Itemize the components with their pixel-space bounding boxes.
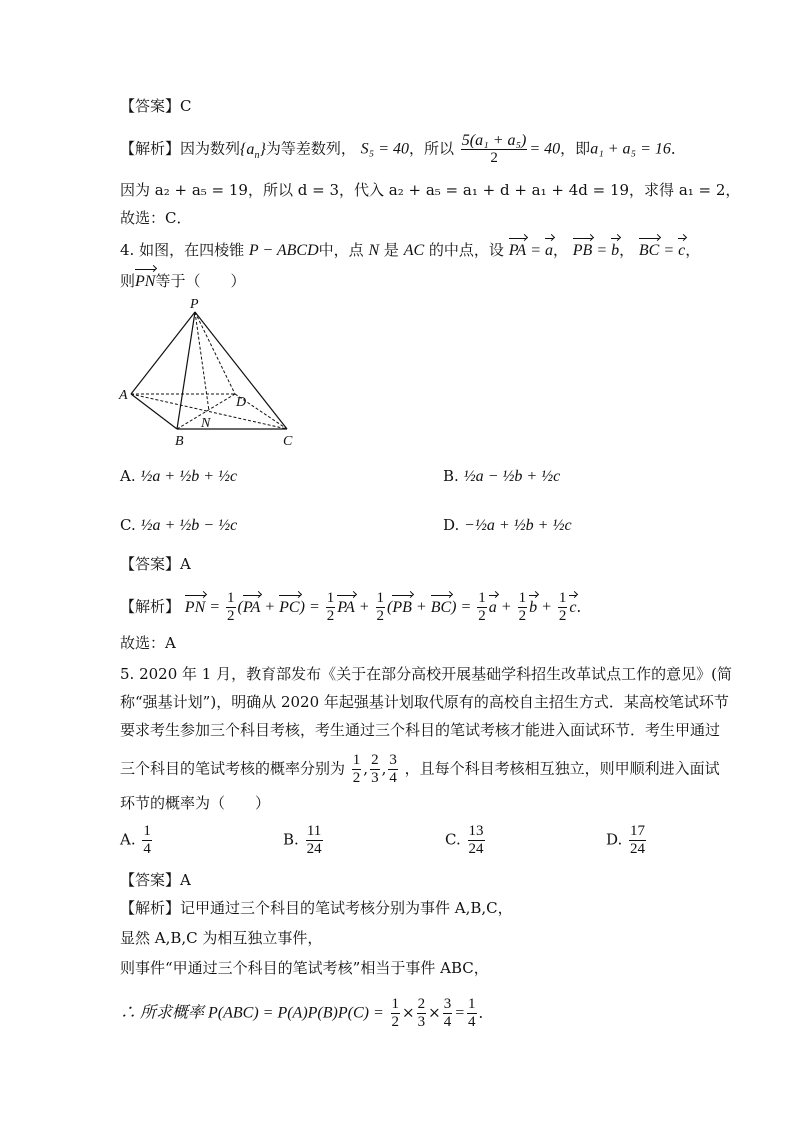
sum-fraction — [461, 132, 528, 167]
q3-analysis-line2: 因为 a₂ + a₅ = 19，所以 d = 3，代入 a₂ + a₅ = a₁ + d + a₁ + 4d = 19，求得 a₁ = 2， — [120, 181, 741, 199]
edge-pb — [177, 312, 195, 429]
vector-bc: BC — [638, 242, 660, 259]
q3-text: 因为数列 — [180, 139, 241, 158]
probability-expression: ∴ 所求概率 P(ABC) = P(A)P(B)P(C) = — [120, 1004, 384, 1022]
s5-equation: S₅ = 40 — [360, 140, 409, 158]
frac-2-3: $\frac{2}{3}$ — [417, 996, 426, 1030]
q4-stem-line2 — [120, 271, 245, 292]
q4-option-d — [443, 515, 572, 536]
numerator: 17 — [630, 823, 646, 839]
edge-ab — [131, 394, 177, 429]
q5-answer: 【答案】A — [120, 871, 191, 889]
q5-analysis-line3: 则事件“甲通过三个科目的笔试考核”相当于事件 ABC， — [120, 959, 489, 977]
denominator: 24 — [468, 841, 484, 857]
numerator: 1 — [143, 823, 151, 839]
segment-ac: AC — [403, 242, 425, 259]
fraction-denominator: 2 — [490, 150, 498, 166]
numerator: 13 — [468, 823, 484, 839]
sequence-an: $\{a_n\}$ — [240, 140, 266, 161]
q5-text: 三个科目的笔试考核的概率分别为 — [120, 759, 346, 778]
edge-pa — [131, 312, 195, 394]
q4-conclusion: 故选：A — [120, 634, 176, 652]
label-c: C — [283, 434, 293, 449]
option-letter: B. — [283, 830, 299, 849]
option-letter: C. — [445, 830, 461, 849]
half-fraction: $\frac{1}{2}$ — [478, 590, 486, 624]
q5-text: ． — [478, 1003, 494, 1022]
q3-conclusion: 故选：C． — [120, 209, 192, 227]
q5-option-b — [283, 823, 325, 858]
denominator: 24 — [630, 841, 646, 857]
q5-stem-line1: 5. 2020 年 1 月，教育部发布《关于在部分高校开展基础学科招生改革试点工作的意见》(简 — [120, 665, 732, 683]
denominator: 24 — [306, 841, 322, 857]
q4-text: 则 — [120, 272, 136, 290]
q5-stem-line2: 称“强基计划”)，明确从 2020 年起强基计划取代原有的高校自主招生方式．某高校笔试环节 — [120, 693, 729, 711]
pyramid-figure — [115, 296, 315, 451]
vector-pn: PN — [135, 273, 156, 290]
vector-b: b — [611, 242, 620, 259]
prob-1: $\frac{1}{2}$ — [352, 752, 361, 786]
q3-text: ，所以 — [409, 139, 455, 158]
q3-sum16: a₁ + a₅ = 16 — [590, 140, 671, 158]
label-a: A — [119, 388, 128, 403]
q3-eq40: = 40 — [529, 140, 561, 158]
q5-analysis-line2: 显然 A,B,C 为相互独立事件， — [120, 929, 323, 947]
option-text: ½a − ½b + ½c — [463, 468, 561, 485]
analysis-label: 【解析】 — [120, 899, 181, 917]
q4-option-b — [443, 466, 560, 487]
vector-pa: PA — [242, 598, 261, 616]
q5-option-d — [606, 823, 648, 858]
q5-option-a — [120, 823, 154, 858]
vector-a: a — [488, 598, 497, 616]
q4-text: 等于（ ） — [155, 272, 246, 290]
frac-1-2: $\frac{1}{2}$ — [391, 996, 400, 1030]
option-letter: C. — [120, 516, 136, 534]
half-fraction: $\frac{1}{2}$ — [376, 590, 385, 624]
fraction-numerator: 5(a₁ + a₅) — [461, 132, 527, 149]
q4-text: 的中点，设 — [428, 241, 504, 259]
q5-stem-line5: 环节的概率为（ ） — [120, 794, 271, 812]
option-letter: D. — [606, 830, 623, 849]
q4-analysis: 【解析】 PN = $\frac{1}{2}$ (PA + PC) = $\frac{1}{2}$ PA + $\frac{1}{2}$ (PB + BC) = $\frac{1}{2}$ a + $\frac{1}{2}$ b + $\frac{1}{2}$ c． — [120, 590, 592, 624]
q5-option-c — [445, 823, 487, 858]
prob-3: $\frac{3}{4}$ — [389, 752, 397, 786]
q3-analysis-line1: 【解析】因为数列$\{a_n\}$为等差数列， S₅ = 40，所以 $\frac{\text{5(a₁ + a₅)}}{2}$ = 40，即a₁ + a₅ = 16． — [120, 132, 686, 166]
half-fraction: $\frac{1}{2}$ — [518, 590, 527, 624]
option-fraction — [468, 823, 485, 858]
vector-b: b — [529, 598, 538, 616]
q3-answer: 【答案】C — [120, 97, 192, 115]
label-n: N — [201, 416, 211, 431]
vector-pn: PN — [184, 598, 206, 616]
analysis-label: 【解析】 — [120, 597, 181, 616]
option-letter: A. — [120, 830, 136, 849]
point-n: N — [368, 242, 380, 259]
q4-answer: 【答案】A — [120, 555, 191, 573]
half-fraction: $\frac{1}{2}$ — [326, 590, 335, 624]
q4-text: 4. 如图，在四棱锥 — [120, 241, 245, 259]
vector-a: a — [545, 242, 553, 259]
q4-option-a — [120, 466, 237, 487]
option-text: −½a + ½b + ½c — [464, 517, 572, 534]
vector-pb: PB — [392, 598, 412, 616]
q3-text: 为等差数列， — [265, 139, 356, 158]
vector-c: c — [569, 598, 577, 616]
q4-text: 中，点 — [318, 241, 364, 259]
option-fraction — [629, 823, 646, 858]
vector-pb: PB — [572, 242, 593, 259]
option-text: ½a + ½b + ½c — [140, 468, 238, 485]
q5-text: 记甲通过三个科目的笔试考核分别为事件 A,B,C， — [180, 899, 513, 917]
q5-stem-line3: 要求考生参加三个科目考核，考生通过三个科目的笔试考核才能进入面试环节．考生甲通过 — [120, 721, 721, 739]
frac-1-4: $\frac{1}{4}$ — [468, 996, 476, 1030]
option-text: ½a + ½b − ½c — [140, 517, 238, 534]
half-fraction: $\frac{1}{2}$ — [227, 590, 235, 624]
frac-3-4: $\frac{3}{4}$ — [443, 996, 452, 1030]
q5-analysis-line4: ∴ 所求概率 P(ABC) = P(A)P(B)P(C) = $\frac{1}{2}$ × $\frac{2}{3}$ × $\frac{3}{4}$ = $\frac{1}{4}$ ． — [120, 996, 494, 1030]
q4-text: 是 — [383, 241, 399, 259]
pyramid-name: P − ABCD — [248, 242, 319, 259]
label-b: B — [175, 434, 184, 449]
option-letter: D. — [443, 516, 460, 534]
option-letter: A. — [120, 467, 136, 485]
vector-c: c — [678, 242, 686, 259]
q5-analysis-line1 — [120, 898, 513, 918]
q3-text: ，即 — [560, 139, 591, 158]
vector-pa: PA — [337, 598, 355, 616]
vector-pa: PA — [508, 242, 527, 259]
q5-stem-line4: 三个科目的笔试考核的概率分别为 $\frac{1}{2}$ , $\frac{2}{3}$ , $\frac{3}{4}$ ，且每个科目考核相互独立，则甲顺利进入面试 — [120, 752, 720, 786]
q5-text: ，且每个科目考核相互独立，则甲顺利进入面试 — [404, 759, 720, 778]
label-p: P — [190, 297, 199, 312]
option-letter: B. — [443, 467, 459, 485]
numerator: 11 — [306, 823, 322, 839]
edge-pc — [195, 312, 287, 429]
half-fraction: $\frac{1}{2}$ — [558, 590, 567, 624]
vector-bc: BC — [430, 598, 452, 616]
prob-2: $\frac{2}{3}$ — [371, 752, 379, 786]
q4-stem-line1: 4. 如图，在四棱锥 P − ABCD中，点 N 是 AC 的中点，设 PA = a， PB = b， BC = c， — [120, 241, 701, 259]
label-d: D — [236, 395, 247, 410]
option-fraction — [306, 823, 323, 858]
analysis-label: 【解析】 — [120, 139, 181, 158]
q4-option-c — [120, 515, 237, 536]
option-fraction — [142, 823, 152, 858]
denominator: 4 — [143, 841, 151, 857]
